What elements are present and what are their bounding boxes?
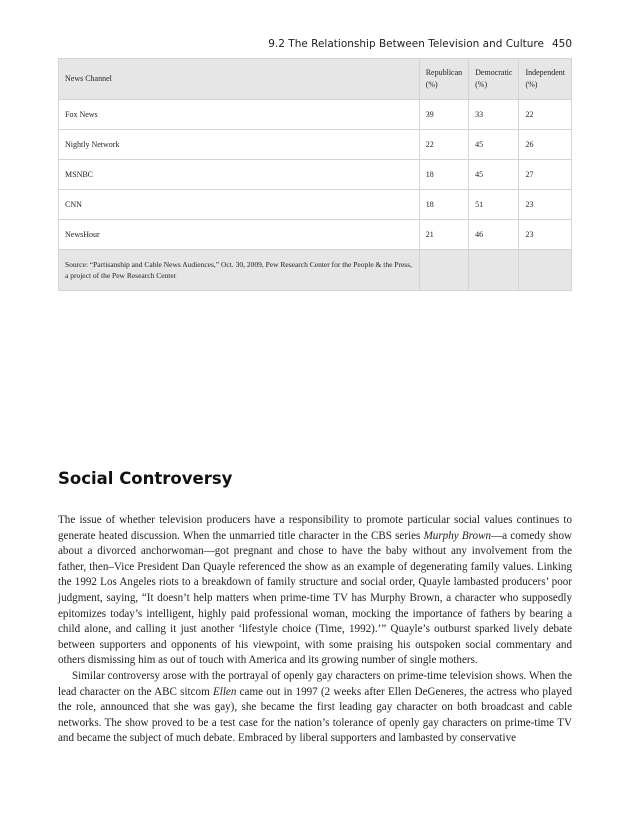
column-header-independent: Independent (%): [519, 59, 572, 100]
cell-channel: MSNBC: [59, 160, 420, 190]
cell-republican: 22: [419, 130, 468, 160]
page-number: 450: [551, 38, 572, 50]
cell-independent: 26: [519, 130, 572, 160]
partisanship-table: [58, 58, 572, 291]
empty-cell: [469, 250, 519, 291]
cell-independent: 23: [519, 190, 572, 220]
show-title-murphy-brown: Murphy Brown: [423, 529, 492, 542]
paragraph-text: The issue of whether television producers have a responsibility to promote particular social values continues to generate heated discussion. When the unmarried title character in the CBS series: [58, 514, 572, 542]
table-row: [59, 160, 572, 190]
cell-channel: Nightly Network: [59, 130, 420, 160]
column-header-republican: Republican (%): [419, 59, 468, 100]
paragraph-text: came out in 1997 (2 weeks after Ellen DeGeneres, the actress who played the role, announced that she was gay), she became the first leading gay character on both broadcast and cable networks. The show proved to be a test case for the nation’s tolerance of openly gay characters on prime-time TV and became the subject of much debate. Embraced by liberal supporters and lambasted by conservative: [58, 685, 573, 745]
empty-cell: [419, 250, 468, 291]
cell-independent: 27: [519, 160, 572, 190]
show-title-ellen: Ellen: [212, 685, 237, 698]
table-row: [59, 190, 572, 220]
running-header-title: 9.2 The Relationship Between Television and Culture: [268, 38, 544, 50]
cell-republican: 18: [419, 160, 468, 190]
section-heading: Social Controversy: [58, 469, 233, 488]
cell-democratic: 45: [469, 160, 519, 190]
cell-democratic: 46: [469, 220, 519, 250]
table-row: [59, 220, 572, 250]
body-text: [58, 513, 572, 747]
cell-republican: 21: [419, 220, 468, 250]
table-source-row: [59, 250, 572, 291]
cell-channel: NewsHour: [59, 220, 420, 250]
cell-independent: 23: [519, 220, 572, 250]
paragraph-text: —a comedy show about a divorced anchorwoman—got pregnant and chose to have the baby without any involvement from the father, then–Vice President Dan Quayle referenced the show as an example of degenerating family values. Linking the 1992 Los Angeles riots to a breakdown of family structure and social order, Quayle lambasted producers’ poor judgment, saying, “It doesn’t help matters when prime-time TV has Murphy Brown, a character who supposedly epitomizes today’s intelligent, highly paid professional woman, mocking the importance of fathers by bearing a child alone, and calling it just another ‘lifestyle choice (Time, 1992).’” Quayle’s outburst sparked lively debate between supporters and opponents of his viewpoint, with some praising his outspoken social commentary and others dismissing him as out of touch with America and its growing number of single mothers.: [58, 529, 573, 667]
cell-democratic: 33: [469, 100, 519, 130]
paragraph-murphy-brown: [58, 513, 572, 669]
cell-republican: 39: [419, 100, 468, 130]
table-source-note: Source: “Partisanship and Cable News Audiences,” Oct. 30, 2009, Pew Research Center for the People & the Press, a project of the Pew Research Center: [59, 250, 420, 291]
paragraph-text: Similar controversy arose with the portrayal of openly gay characters on prime-time television shows. When the lead character on the ABC sitcom: [58, 669, 572, 698]
cell-channel: Fox News: [59, 100, 420, 130]
table-row: [59, 100, 572, 130]
column-header-democratic: Democratic (%): [469, 59, 519, 100]
running-header: [268, 38, 572, 50]
empty-cell: [519, 250, 572, 291]
table-row: [59, 130, 572, 160]
cell-republican: 18: [419, 190, 468, 220]
cell-channel: CNN: [59, 190, 420, 220]
table-header-row: [59, 59, 572, 100]
paragraph-ellen: [58, 669, 572, 747]
cell-democratic: 51: [469, 190, 519, 220]
cell-independent: 22: [519, 100, 572, 130]
cell-democratic: 45: [469, 130, 519, 160]
column-header-news-channel: News Channel: [59, 59, 420, 100]
